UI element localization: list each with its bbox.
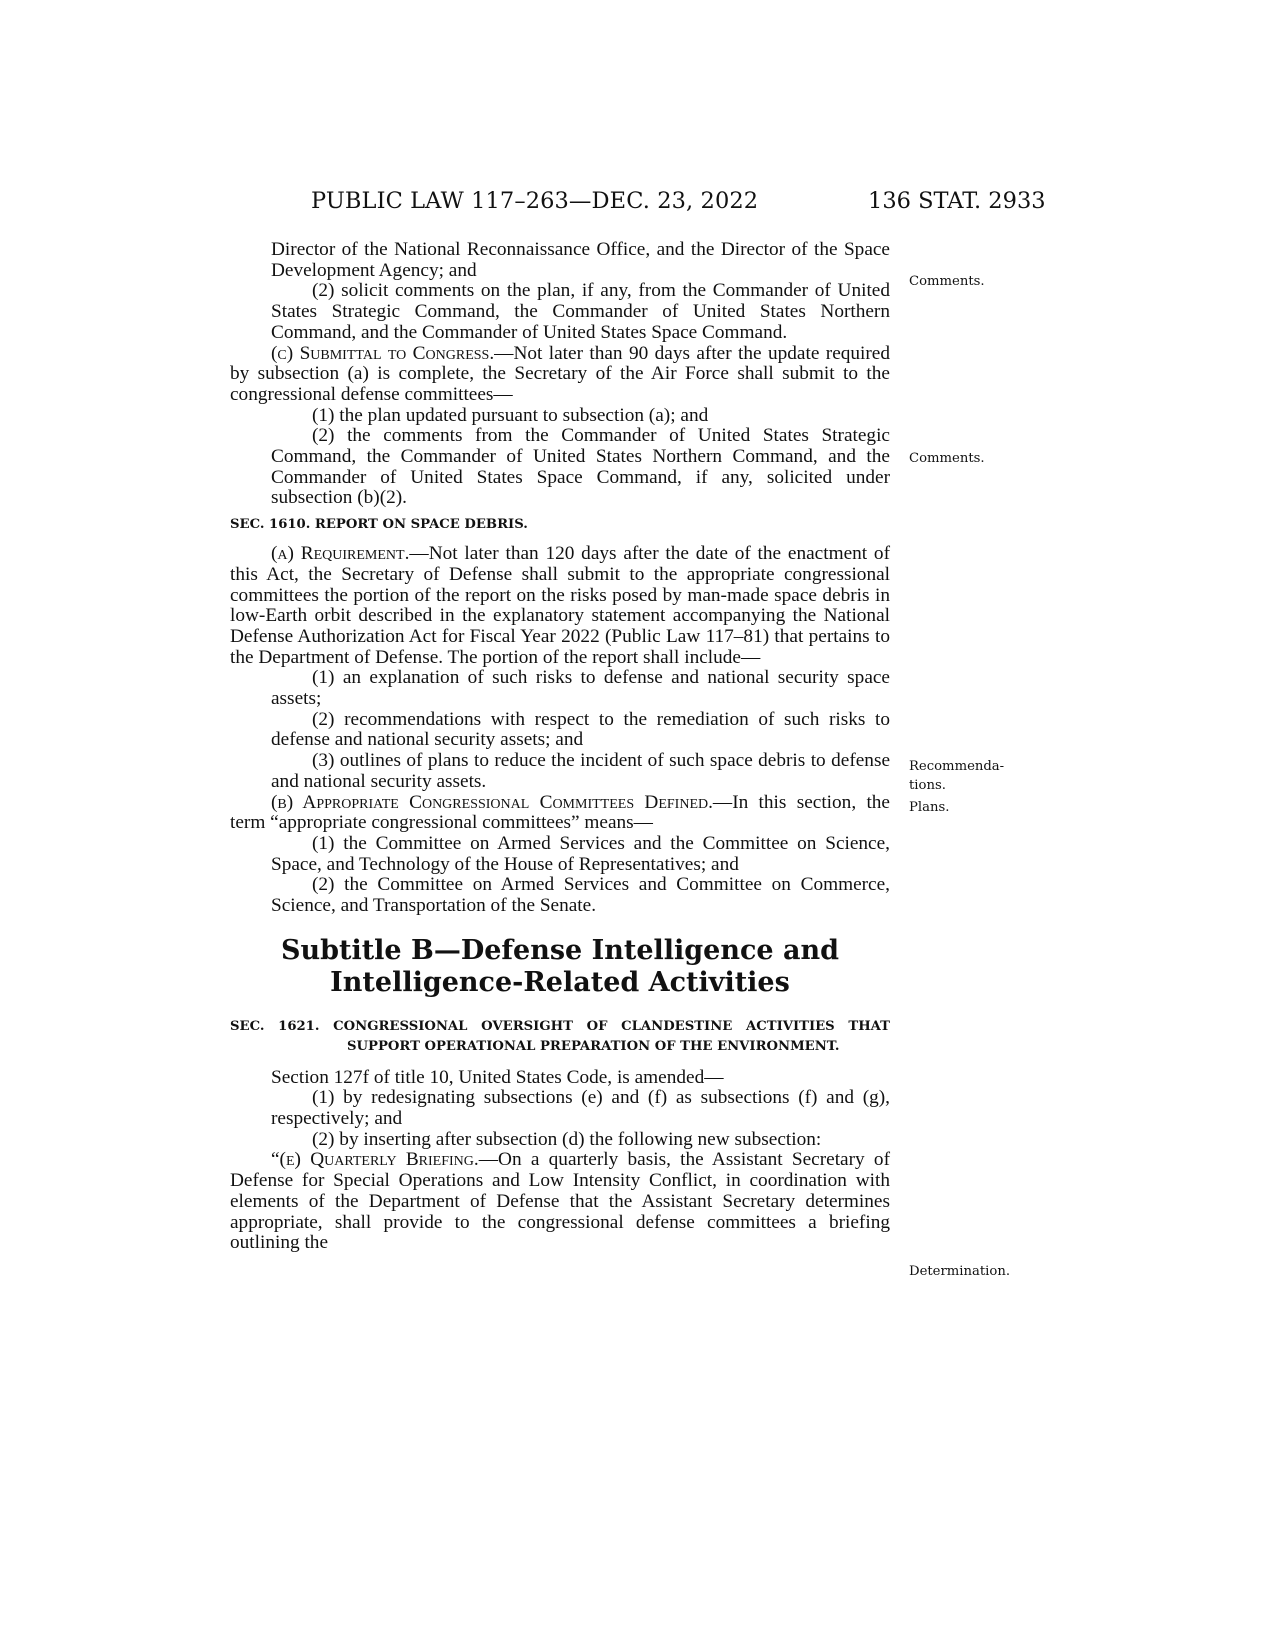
margin-note-determination: Determination. bbox=[909, 1264, 1011, 1279]
section-heading-1621: SEC. 1621. CONGRESSIONAL OVERSIGHT OF CLANDESTINE ACTIVITIES THAT SUPPORT OPERATIONAL PREPARATION OF THE ENVIRONMENT. bbox=[230, 1018, 890, 1055]
paragraph-subsection-a bbox=[230, 544, 890, 668]
paragraph-item-a2: (2) recommendations with respect to the remediation of such risks to defense and national security assets; and bbox=[271, 708, 890, 751]
paragraph-subsection-b bbox=[230, 793, 890, 834]
subtitle-heading bbox=[230, 935, 890, 999]
margin-note-line: tions. bbox=[909, 778, 946, 793]
margin-note-recommendations bbox=[909, 757, 1004, 795]
subsection-text: —On a quarterly basis, the Assistant Secretary of Defense for Special Operations and Low Intensity Conflict, in coordination with elements of the Department of Defense that the Assistant Secretary determines appropriate, shall provide to the congressional defense committees a briefing outlining the bbox=[230, 1149, 890, 1254]
margin-note-comments: Comments. bbox=[909, 451, 985, 466]
paragraph-item-a1: (1) an explanation of such risks to defense and national security space assets; bbox=[271, 667, 890, 710]
margin-note-comments: Comments. bbox=[909, 274, 985, 289]
paragraph-item-c2: (2) the comments from the Commander of United States Strategic Command, the Commander of United States Northern Command, and the Commander of United States Space Command, if any, solicited under subsection (b)(2). bbox=[271, 425, 890, 509]
paragraph-amendment-intro: Section 127f of title 10, United States Code, is amended— bbox=[271, 1066, 724, 1088]
subsection-text: —Not later than 120 days after the date of the enactment of this Act, the Secretary of Defense shall submit to the appropriate congressional committees the portion of the report on the risks posed by man-made space debris in low-Earth orbit described in the explanatory statement accompanying the National Defense Authorization Act for Fiscal Year 2022 (Public Law 117–81) that pertains to the Department of Defense. The portion of the report shall include— bbox=[230, 543, 890, 668]
subsection-caption: (a) Requirement. bbox=[271, 543, 410, 565]
main-text-column bbox=[230, 240, 890, 1254]
margin-note-line: Recommenda- bbox=[909, 759, 1005, 774]
paragraph-amendment-2: (2) by inserting after subsection (d) the following new subsection: bbox=[312, 1128, 822, 1150]
paragraph-item-a3: (3) outlines of plans to reduce the incident of such space debris to defense and national security assets. bbox=[271, 750, 890, 792]
subtitle-line: Intelligence-Related Activities bbox=[330, 966, 790, 998]
paragraph-item-b1-committees: (1) the Committee on Armed Services and the Committee on Science, Space, and Technology of the House of Representatives; and bbox=[271, 832, 890, 875]
paragraph-item-c1: (1) the plan updated pursuant to subsection (a); and bbox=[312, 404, 709, 426]
margin-note-plans: Plans. bbox=[909, 800, 950, 815]
subsection-caption: (c) Submittal to Congress. bbox=[271, 342, 495, 364]
subsection-caption: (b) Appropriate Congressional Committees Defined. bbox=[271, 791, 713, 813]
section-heading-1610: SEC. 1610. REPORT ON SPACE DEBRIS. bbox=[230, 517, 528, 533]
paragraph-amendment-1: (1) by redesignating subsections (e) and (f) as subsections (f) and (g), respectively; and bbox=[271, 1087, 890, 1130]
paragraph-item-b2: (2) solicit comments on the plan, if any, from the Commander of United States Strategic Command, the Commander of United States Northern Command, and the Commander of United States Space Command. bbox=[271, 280, 890, 343]
running-head: PUBLIC LAW 117–263—DEC. 23, 2022 bbox=[311, 188, 759, 214]
subsection-text: —Not later than 90 days after the update required by subsection (a) is complete, the Secretary of the Air Force shall submit to the congressional defense committees— bbox=[230, 342, 891, 405]
paragraph-subsection-c bbox=[230, 344, 890, 406]
paragraph-continuation: Director of the National Reconnaissance Office, and the Director of the Space Development Agency; and bbox=[271, 239, 890, 281]
page-number: 136 STAT. 2933 bbox=[868, 188, 1046, 214]
subsection-text: —In this section, the term “appropriate congressional committees” means— bbox=[230, 791, 890, 834]
subtitle-line: Subtitle B—Defense Intelligence and bbox=[280, 934, 840, 966]
paragraph-quarterly-briefing bbox=[230, 1150, 890, 1254]
subsection-caption: “(e) Quarterly Briefing. bbox=[271, 1149, 479, 1171]
paragraph-item-b2-committees: (2) the Committee on Armed Services and Committee on Commerce, Science, and Transportation of the Senate. bbox=[271, 874, 890, 917]
